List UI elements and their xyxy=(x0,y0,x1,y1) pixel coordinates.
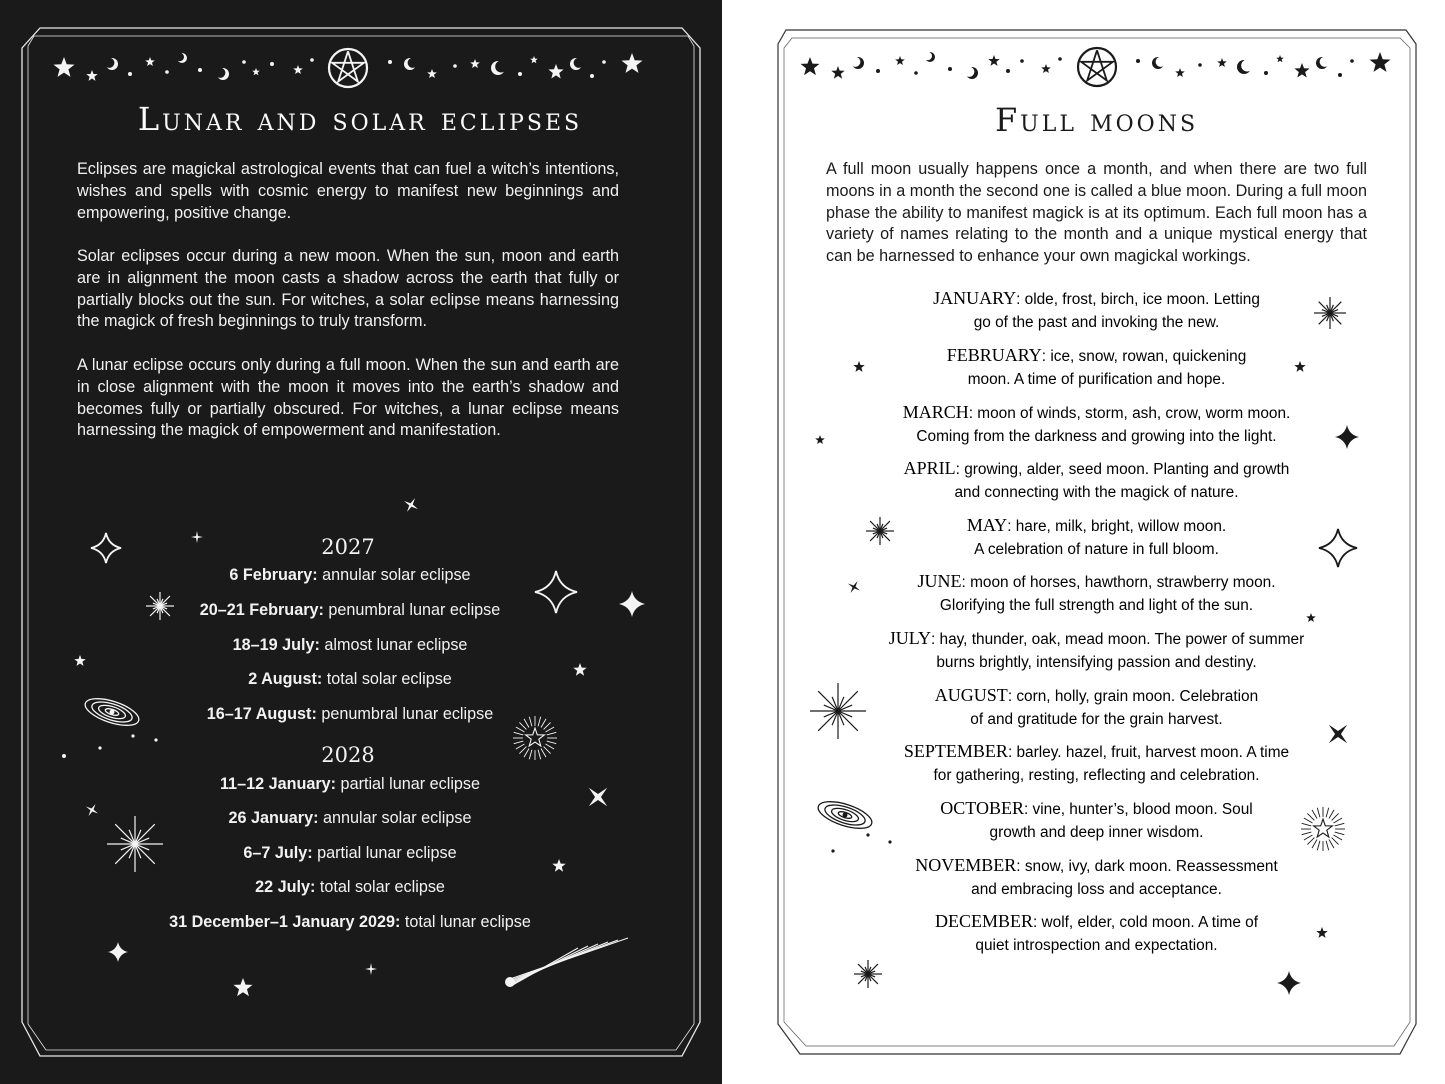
month-entry xyxy=(804,797,1389,844)
eclipse-type: total solar eclipse xyxy=(322,670,452,688)
lunar-eclipse-paragraph: A lunar eclipse occurs only during a full moon. When the sun and earth are in close alignment with the moon it moves into the earth’s shadow and becomes fully or partially obscured. For witches, a lunar eclipse means harnessing the magick of empowerment and manifestation. xyxy=(77,356,619,440)
month-entry xyxy=(804,570,1389,617)
solar-eclipse-paragraph: Solar eclipses occur during a new moon. When the sun, moon and earth are in alignment the moon casts a shadow across the earth that fully or partially blocks out the sun. For witches, a solar eclipse means harnessing the magick of fresh beginnings to truly transform. xyxy=(77,247,619,331)
crescent-moon-icon xyxy=(964,67,978,79)
month-entry xyxy=(804,910,1389,957)
month-names-line: : moon of horses, hawthorn, strawberry moon. xyxy=(961,574,1276,591)
intro-paragraph: Eclipses are magickal astrological events that can fuel a witch’s intentions, wishes and spells with cosmic energy to manifest new beginnings and empowering, positive change. xyxy=(77,160,619,222)
month-names-line: : hay, thunder, oak, mead moon. The power of summer xyxy=(930,631,1305,648)
eclipse-type: annular solar eclipse xyxy=(318,809,472,827)
month-meaning-line: quiet introspection and expectation. xyxy=(975,936,1218,954)
month-name: OCTOBER xyxy=(940,798,1024,818)
month-names-line: : hare, milk, bright, willow moon. xyxy=(1007,518,1227,535)
eclipse-date: 16–17 August: xyxy=(206,705,317,723)
page-title: Lunar and solar eclipses xyxy=(137,100,583,138)
star-icon xyxy=(895,56,905,65)
dot-icon xyxy=(1338,73,1342,77)
dot-icon xyxy=(1136,59,1140,63)
dot-icon xyxy=(1058,57,1062,61)
month-meaning-line: for gathering, resting, reflecting and celebration. xyxy=(933,766,1260,784)
crescent-moon-icon xyxy=(1152,57,1166,69)
month-meaning-line: moon. A time of purification and hope. xyxy=(967,370,1226,388)
dot-icon xyxy=(1264,71,1268,75)
eclipse-date: 20–21 February: xyxy=(199,601,324,619)
star-icon xyxy=(1041,64,1051,73)
eclipse-date: 11–12 January: xyxy=(219,775,337,793)
month-names-line: : snow, ivy, dark moon. Reassessment xyxy=(1016,858,1278,875)
eclipse-date: 18–19 July: xyxy=(232,636,320,654)
month-meaning-line: Coming from the darkness and growing into the light. xyxy=(916,427,1277,445)
star-icon xyxy=(1175,68,1185,77)
page-title: Full moons xyxy=(994,101,1199,139)
month-entry xyxy=(804,344,1389,391)
month-meaning-line: burns brightly, intensifying passion and destiny. xyxy=(936,653,1257,671)
crescent-moon-icon xyxy=(924,52,936,62)
star-icon xyxy=(831,66,844,79)
month-meaning-line: growth and deep inner wisdom. xyxy=(989,823,1204,841)
star-icon xyxy=(1217,58,1227,67)
eclipse-type: total lunar eclipse xyxy=(400,913,531,931)
month-name: APRIL xyxy=(903,458,956,478)
dot-icon xyxy=(914,71,918,75)
sparkle-icon xyxy=(1277,971,1301,995)
month-name: FEBRUARY xyxy=(946,345,1042,365)
eclipse-type: partial lunar eclipse xyxy=(312,844,457,862)
month-names-line: : ice, snow, rowan, quickening xyxy=(1041,348,1247,365)
month-names-line: : growing, alder, seed moon. Planting and growth xyxy=(955,461,1290,478)
month-meaning-line: A celebration of nature in full bloom. xyxy=(974,540,1219,558)
month-names-line: : corn, holly, grain moon. Celebration xyxy=(1007,688,1259,705)
month-meaning-line: and embracing loss and acceptance. xyxy=(971,880,1222,898)
star-icon xyxy=(801,57,820,75)
month-name: DECEMBER xyxy=(934,911,1033,931)
month-names-line: : wolf, elder, cold moon. A time of xyxy=(1033,914,1258,931)
eclipse-date: 26 January: xyxy=(228,809,319,827)
month-names-line: : olde, frost, birch, ice moon. Letting xyxy=(1016,291,1260,308)
month-entry xyxy=(804,740,1389,787)
dot-icon xyxy=(1006,69,1010,73)
month-meaning-line: Glorifying the full strength and light of the sun. xyxy=(939,596,1254,614)
month-meaning-line: of and gratitude for the grain harvest. xyxy=(970,710,1223,728)
dot-icon xyxy=(1350,59,1354,63)
full-moon-intro: A full moon usually happens once a month, and when there are two full moons in a month the second one is called a blue moon. During a full moon phase the ability to manifest magick is at its optimum. Each full moon has a variety of names relating to the month and a unique mystical energy that can be harnessed to enhance your own magickal workings. xyxy=(826,160,1367,266)
month-name: MAY xyxy=(966,515,1008,535)
star-icon xyxy=(1276,55,1284,62)
eclipse-date: 6–7 July: xyxy=(243,844,313,862)
month-name: JUNE xyxy=(917,571,962,591)
month-entry xyxy=(804,401,1389,448)
month-names-line: : vine, hunter’s, blood moon. Soul xyxy=(1023,801,1253,818)
dot-icon xyxy=(831,849,834,852)
month-names-line: : moon of winds, storm, ash, crow, worm moon. xyxy=(968,405,1291,422)
month-name: AUGUST xyxy=(934,685,1008,705)
month-name: JULY xyxy=(888,628,931,648)
dot-icon xyxy=(1020,59,1024,63)
month-name: SEPTEMBER xyxy=(903,741,1008,761)
starburst-icon xyxy=(854,960,882,988)
eclipse-date: 22 July: xyxy=(255,878,316,896)
month-names-line: : barley. hazel, fruit, harvest moon. A time xyxy=(1007,744,1290,761)
year-heading-2028: 2028 xyxy=(321,743,375,767)
year-heading-2027: 2027 xyxy=(321,535,375,559)
month-entry xyxy=(804,854,1389,901)
month-entry xyxy=(804,514,1389,561)
crescent-moon-icon xyxy=(850,57,864,69)
eclipse-date: 31 December–1 January 2029: xyxy=(169,913,401,931)
month-entry xyxy=(804,684,1389,731)
dot-icon xyxy=(876,69,880,73)
eclipse-type: penumbral lunar eclipse xyxy=(323,601,501,619)
eclipse-type: annular solar eclipse xyxy=(317,566,471,584)
star-icon xyxy=(1370,52,1391,72)
month-entry xyxy=(804,457,1389,504)
month-entry xyxy=(804,287,1389,334)
month-name: JANUARY xyxy=(933,288,1017,308)
eclipse-date: 2 August: xyxy=(248,670,323,688)
month-name: MARCH xyxy=(902,402,969,422)
eclipse-type: partial lunar eclipse xyxy=(336,775,481,793)
pentacle-icon xyxy=(1078,48,1116,86)
crescent-moon-icon xyxy=(1316,57,1330,69)
month-meaning-line: and connecting with the magick of nature. xyxy=(954,483,1239,501)
star-icon xyxy=(988,55,999,66)
crescent-moon-icon xyxy=(1237,60,1253,74)
eclipse-type: total solar eclipse xyxy=(315,878,445,896)
dot-icon xyxy=(948,67,952,71)
eclipse-type: penumbral lunar eclipse xyxy=(316,705,494,723)
eclipse-date: 6 February: xyxy=(229,566,318,584)
month-entry xyxy=(804,627,1389,674)
month-name: NOVEMBER xyxy=(915,855,1017,875)
star-icon xyxy=(1294,63,1309,78)
month-meaning-line: go of the past and invoking the new. xyxy=(973,313,1220,331)
eclipse-type: almost lunar eclipse xyxy=(319,636,468,654)
dot-icon xyxy=(1198,63,1202,67)
